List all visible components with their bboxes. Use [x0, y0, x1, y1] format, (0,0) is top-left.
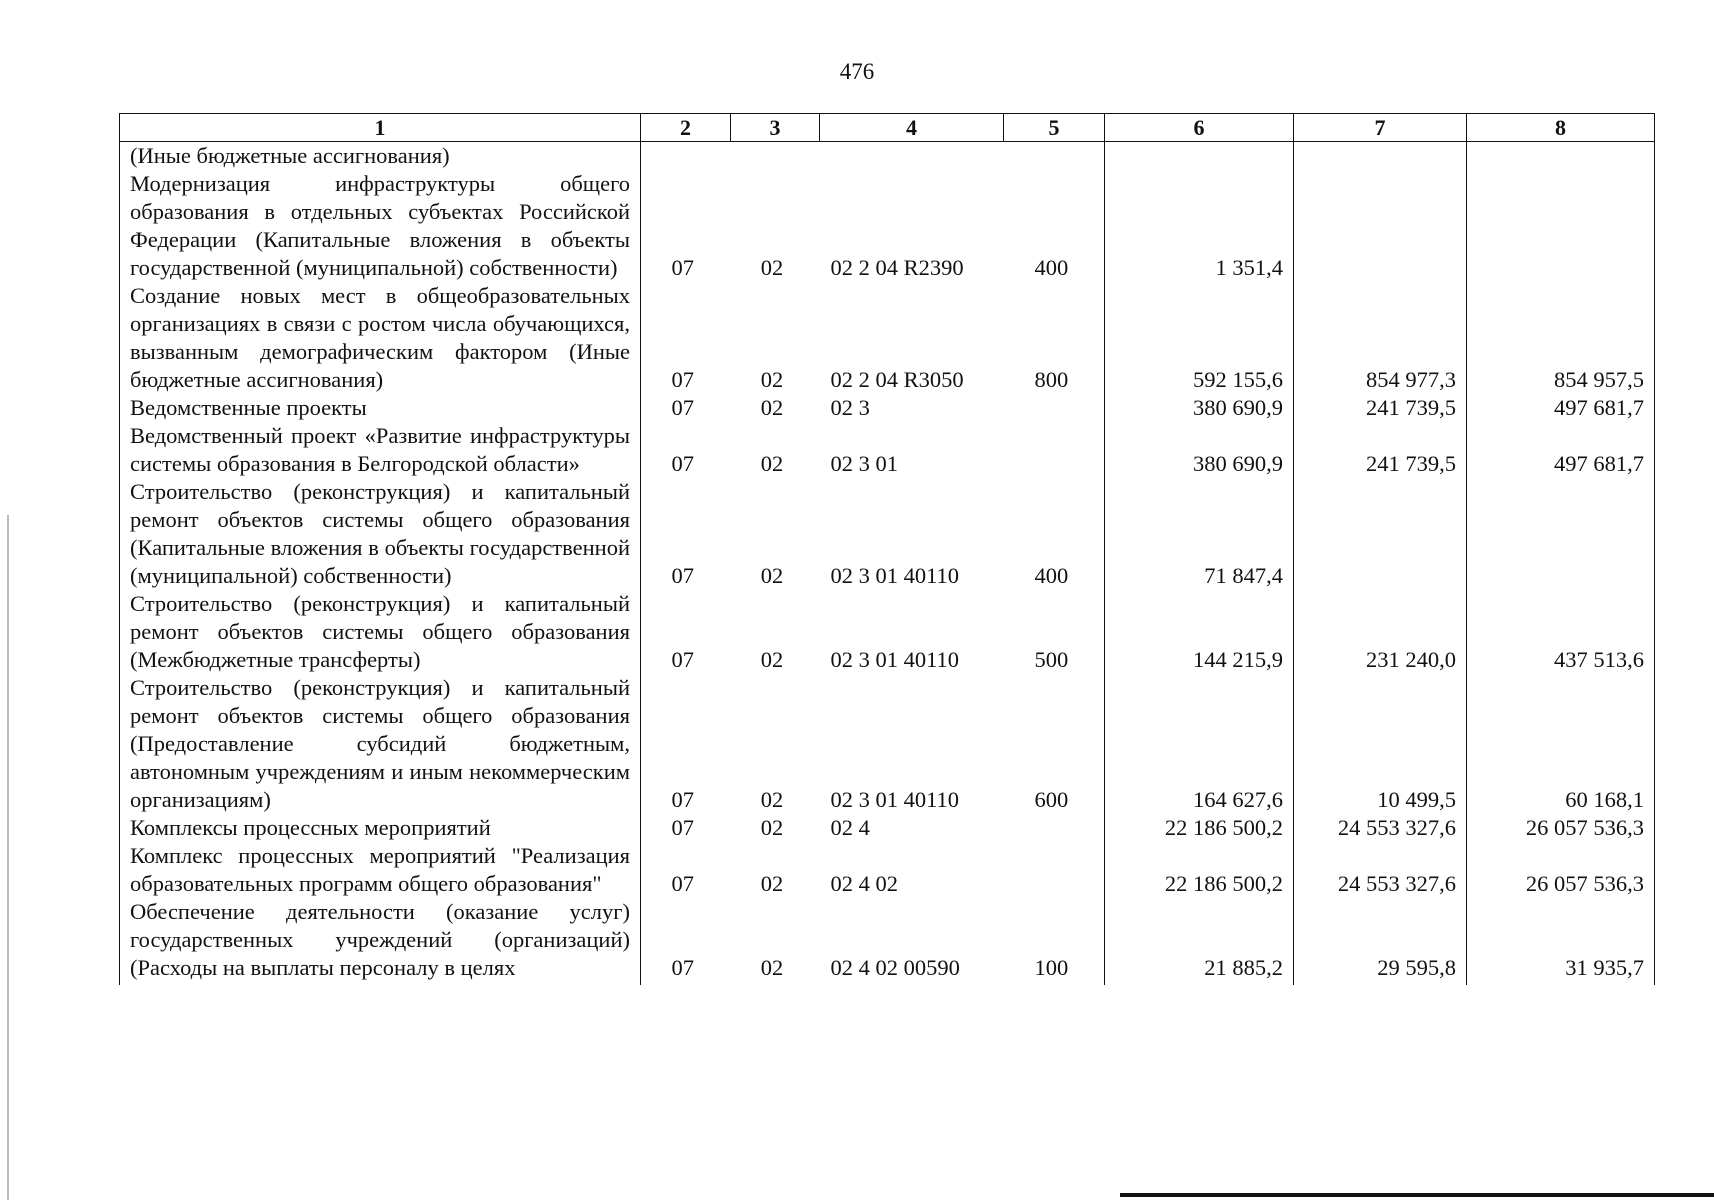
header-cell-6: 6: [1105, 114, 1294, 142]
subsection-code: 02: [760, 955, 784, 980]
bottom-rule: [1120, 1193, 1714, 1197]
row-name: Комплекс процессных мероприятий "Реализация образовательных программ общего образования": [120, 842, 641, 898]
row-name: Модернизация инфраструктуры общего образования в отдельных субъектах Российской Федерации (Капитальные вложения в объекты государственной (муниципальной) собственности): [120, 170, 641, 282]
expense-type-code: 400: [1034, 563, 1069, 588]
amount-col-8: 26 057 536,3: [1467, 814, 1655, 842]
table-row: [120, 478, 1655, 590]
section-code: 07: [671, 871, 694, 896]
section-code: 07: [671, 815, 694, 840]
table-row: [120, 814, 1655, 842]
subsection-code: 02: [760, 395, 784, 420]
table-row: [120, 394, 1655, 422]
row-name: Строительство (реконструкция) и капитальный ремонт объектов системы общего образования (Капитальные вложения в объекты государственной (муниципальной) собственности): [120, 478, 641, 590]
target-article-code: 02 4 02 00590: [830, 955, 960, 980]
amount-col-8: [1467, 142, 1655, 171]
subsection-code: 02: [760, 815, 784, 840]
amount-col-8: 31 935,7: [1467, 898, 1655, 985]
budget-table: [119, 113, 1655, 985]
amount-col-7: [1294, 142, 1467, 171]
section-code: 07: [671, 451, 694, 476]
expense-type-code: 800: [1034, 367, 1069, 392]
target-article-code: 02 3 01: [830, 451, 898, 476]
subsection-code: 02: [760, 563, 784, 588]
subsection-code: 02: [760, 451, 784, 476]
row-name: Строительство (реконструкция) и капитальный ремонт объектов системы общего образования (Предоставление субсидий бюджетным, автономным учреждениям и иным некоммерческим организациям): [120, 674, 641, 814]
table-row: [120, 282, 1655, 394]
section-code: 07: [671, 563, 694, 588]
subsection-code: 02: [760, 255, 784, 280]
amount-col-6: 1 351,4: [1105, 170, 1294, 282]
expense-type-code: [1004, 142, 1105, 171]
target-article-code: 02 3 01 40110: [830, 647, 960, 672]
subsection-code: 02: [760, 647, 784, 672]
amount-col-6: 164 627,6: [1105, 674, 1294, 814]
amount-col-6: 22 186 500,2: [1105, 814, 1294, 842]
amount-col-8: [1467, 478, 1655, 590]
header-cell-4: 4: [820, 114, 1004, 142]
section-code: 07: [671, 395, 694, 420]
section-code: [641, 142, 731, 171]
subsection-code: 02: [760, 871, 784, 896]
amount-col-8: 60 168,1: [1467, 674, 1655, 814]
subsection-code: 02: [760, 367, 784, 392]
amount-col-6: 592 155,6: [1105, 282, 1294, 394]
header-cell-8: 8: [1467, 114, 1655, 142]
table-row: [120, 898, 1655, 985]
amount-col-7: 241 739,5: [1294, 394, 1467, 422]
amount-col-6: [1105, 142, 1294, 171]
amount-col-7: 854 977,3: [1294, 282, 1467, 394]
amount-col-6: 22 186 500,2: [1105, 842, 1294, 898]
amount-col-8: 26 057 536,3: [1467, 842, 1655, 898]
header-cell-5: 5: [1004, 114, 1105, 142]
expense-type-code: 600: [1034, 787, 1069, 812]
header-cell-7: 7: [1294, 114, 1467, 142]
amount-col-6: 144 215,9: [1105, 590, 1294, 674]
header-row: [120, 114, 1655, 142]
row-name: Ведомственные проекты: [120, 394, 641, 422]
section-code: 07: [671, 367, 694, 392]
amount-col-8: 497 681,7: [1467, 422, 1655, 478]
row-name: (Иные бюджетные ассигнования): [120, 142, 641, 171]
amount-col-7: 231 240,0: [1294, 590, 1467, 674]
row-name: Строительство (реконструкция) и капитальный ремонт объектов системы общего образования (Межбюджетные трансферты): [120, 590, 641, 674]
amount-col-7: 24 553 327,6: [1294, 842, 1467, 898]
expense-type-code: [1004, 842, 1105, 898]
subsection-code: 02: [760, 787, 784, 812]
table-row: [120, 842, 1655, 898]
amount-col-8: 854 957,5: [1467, 282, 1655, 394]
expense-type-code: [1004, 422, 1105, 478]
amount-col-6: 380 690,9: [1105, 422, 1294, 478]
section-code: 07: [671, 255, 694, 280]
expense-type-code: 500: [1034, 647, 1069, 672]
target-article-code: 02 4: [830, 815, 870, 840]
scan-edge-line: [7, 515, 9, 1200]
target-article-code: 02 3 01 40110: [830, 563, 960, 588]
target-article-code: 02 4 02: [830, 871, 898, 896]
section-code: 07: [671, 787, 694, 812]
row-name: Ведомственный проект «Развитие инфраструктуры системы образования в Белгородской области»: [120, 422, 641, 478]
amount-col-7: 24 553 327,6: [1294, 814, 1467, 842]
amount-col-8: 437 513,6: [1467, 590, 1655, 674]
table-row: [120, 422, 1655, 478]
table-row: [120, 170, 1655, 282]
expense-type-code: 100: [1034, 955, 1069, 980]
target-article-code: 02 2 04 R3050: [830, 367, 964, 392]
amount-col-6: 380 690,9: [1105, 394, 1294, 422]
table-row: [120, 590, 1655, 674]
amount-col-7: 29 595,8: [1294, 898, 1467, 985]
amount-col-7: [1294, 170, 1467, 282]
target-article-code: [820, 142, 1004, 171]
amount-col-6: 71 847,4: [1105, 478, 1294, 590]
header-cell-3: 3: [731, 114, 820, 142]
target-article-code: 02 3 01 40110: [830, 787, 960, 812]
page-number: 476: [839, 59, 875, 84]
amount-col-6: 21 885,2: [1105, 898, 1294, 985]
amount-col-8: 497 681,7: [1467, 394, 1655, 422]
target-article-code: 02 3: [830, 395, 870, 420]
expense-type-code: [1004, 814, 1105, 842]
table-row: [120, 142, 1655, 171]
amount-col-8: [1467, 170, 1655, 282]
amount-col-7: 10 499,5: [1294, 674, 1467, 814]
subsection-code: [731, 142, 820, 171]
amount-col-7: 241 739,5: [1294, 422, 1467, 478]
row-name: Создание новых мест в общеобразовательных организациях в связи с ростом числа обучающихся, вызванным демографическим фактором (Иные бюджетные ассигнования): [120, 282, 641, 394]
expense-type-code: [1004, 394, 1105, 422]
row-name: Обеспечение деятельности (оказание услуг) государственных учреждений (организаций) (Расходы на выплаты персоналу в целях: [120, 898, 641, 985]
header-cell-1: 1: [120, 114, 641, 142]
section-code: 07: [671, 955, 694, 980]
table-row: [120, 674, 1655, 814]
expense-type-code: 400: [1034, 255, 1069, 280]
amount-col-7: [1294, 478, 1467, 590]
row-name: Комплексы процессных мероприятий: [120, 814, 641, 842]
target-article-code: 02 2 04 R2390: [830, 255, 964, 280]
section-code: 07: [671, 647, 694, 672]
header-cell-2: 2: [641, 114, 731, 142]
